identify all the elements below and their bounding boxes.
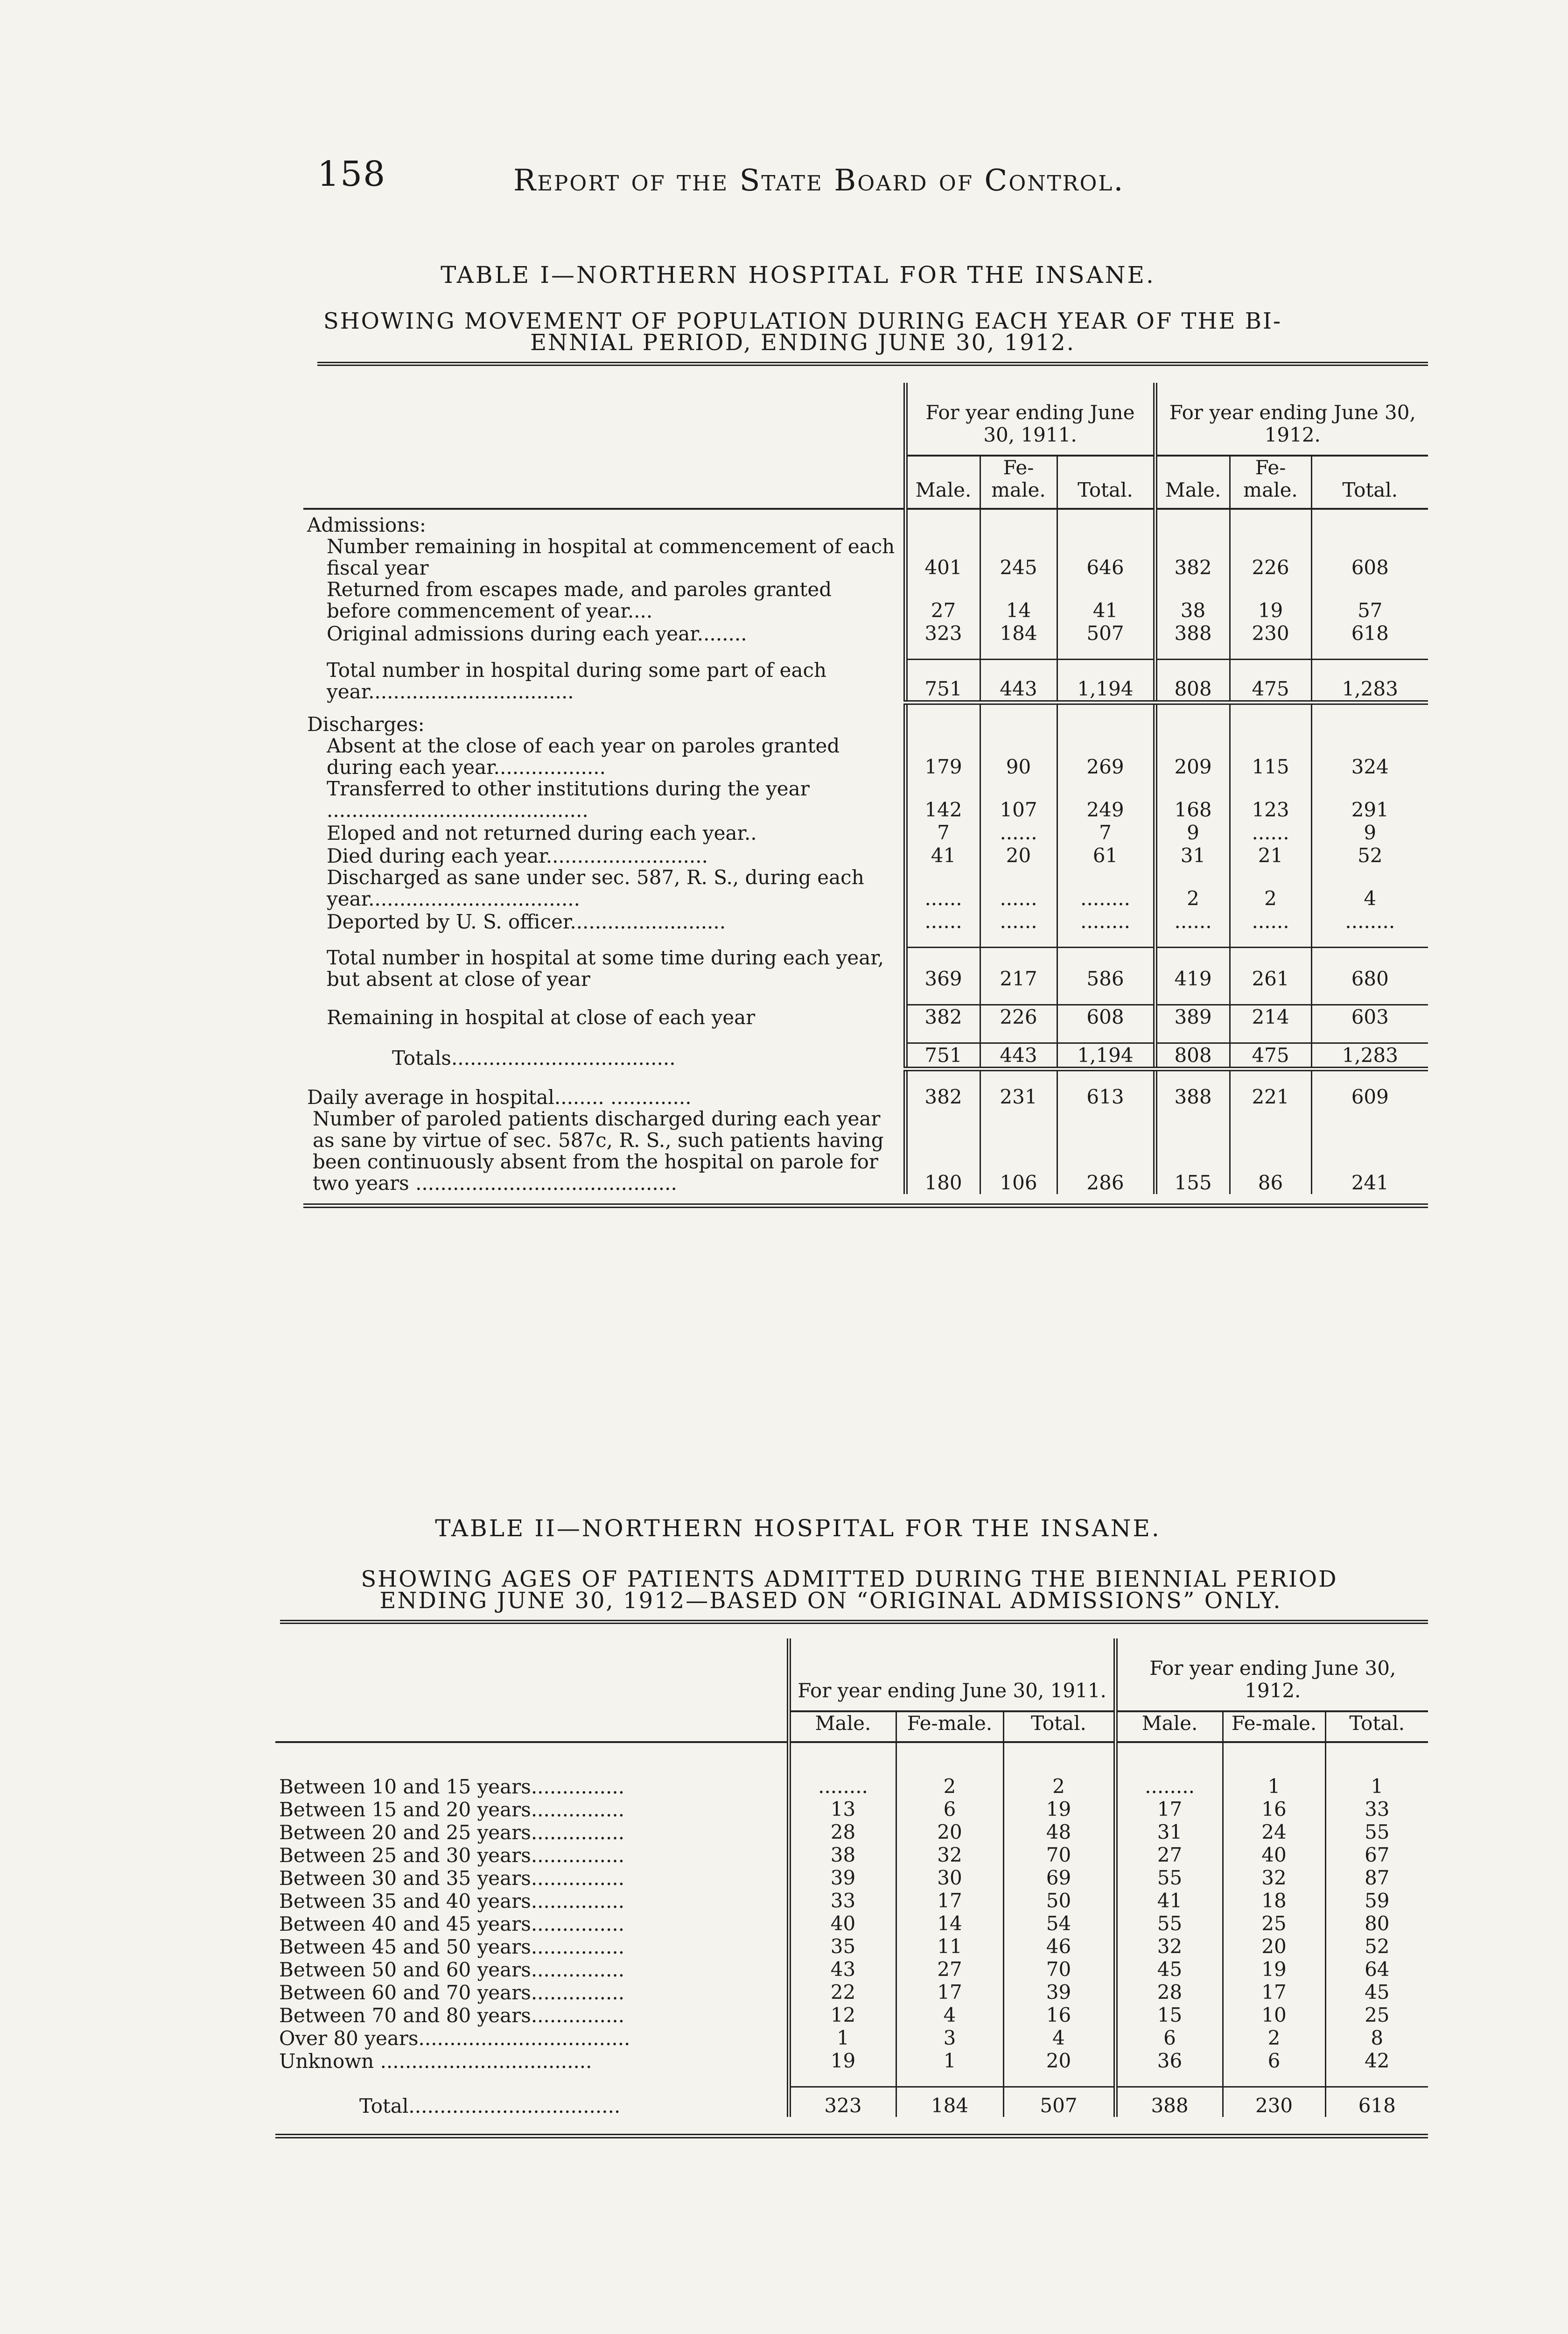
cell-total-1911: 50: [1003, 1889, 1115, 1912]
row-label: Between 15 and 20 years...............: [279, 1798, 625, 1821]
cell-male-1911: ......: [905, 867, 980, 910]
cell-female-1912: 1: [1223, 1775, 1325, 1798]
cell-female-1911: ......: [980, 867, 1057, 910]
cell-female-1912: 25: [1223, 1912, 1325, 1935]
cell-female-1911: 6: [896, 1798, 1003, 1821]
table2-col-total-1911: Total.: [1003, 1711, 1115, 1742]
cell-female-1911: 17: [896, 1981, 1003, 2004]
table2-group-1911: For year ending June 30, 1911.: [789, 1638, 1115, 1711]
table1-col-total-1911: Total.: [1057, 456, 1155, 509]
cell-total-1912: 291: [1311, 778, 1428, 821]
table1-title: TABLE I—NORTHERN HOSPITAL FOR THE INSANE.: [441, 261, 1155, 288]
table1-row: [303, 1108, 1428, 1194]
cell-total-1912: 4: [1311, 867, 1428, 910]
table2-top-rule: [280, 1620, 1428, 1624]
cell-total-1912: 324: [1311, 735, 1428, 778]
cell-total-1912: 55: [1325, 1821, 1428, 1843]
cell-total-1912: ........: [1311, 910, 1428, 933]
row-label: Between 20 and 25 years...............: [279, 1821, 625, 1844]
cell-total-1911: 507: [1057, 622, 1155, 645]
table1-row: [303, 778, 1428, 821]
table2-total-row: [275, 2087, 1428, 2117]
cell-female-1912: ......: [1230, 910, 1311, 933]
cell-female-1912: 2: [1223, 2026, 1325, 2049]
cell-female-1911: 14: [896, 1912, 1003, 1935]
cell-female-1912: 20: [1223, 1935, 1325, 1958]
cell-male-1912: 32: [1115, 1935, 1223, 1958]
cell-female-1911: 184: [980, 622, 1057, 645]
row-label: Original admissions during each year........: [327, 622, 747, 645]
cell-male-1912: 419: [1155, 947, 1230, 990]
cell-total-1912: 67: [1325, 1843, 1428, 1866]
cell-total-1912: 64: [1325, 1958, 1428, 1981]
row-label: Between 70 and 80 years...............: [279, 2004, 625, 2027]
cell-total-1911: 608: [1057, 1005, 1155, 1029]
row-label: Remaining in hospital at close of each year: [327, 1006, 756, 1029]
cell-total-1911: 1,194: [1057, 1043, 1155, 1069]
cell-female-1912: 19: [1230, 579, 1311, 622]
cell-total-1911: 70: [1003, 1843, 1115, 1866]
cell-total-1911: 2: [1003, 1775, 1115, 1798]
row-label: Between 30 and 35 years...............: [279, 1867, 625, 1890]
row-label: Unknown ..................................: [279, 2050, 592, 2073]
cell-male-1911: 41: [905, 844, 980, 867]
row-label: Between 10 and 15 years...............: [279, 1775, 625, 1798]
table2-row: [275, 1958, 1428, 1981]
table1-col-female-1912: Fe-male.: [1230, 456, 1311, 509]
cell-male-1912: 388: [1155, 1085, 1230, 1108]
cell-female-1911: 11: [896, 1935, 1003, 1958]
table2-col-female-1912: Fe-male.: [1223, 1711, 1325, 1742]
cell-male-1912: 55: [1115, 1912, 1223, 1935]
cell-female-1911: 106: [980, 1108, 1057, 1194]
cell-male-1911: 40: [789, 1912, 896, 1935]
cell-male-1912: 15: [1115, 2004, 1223, 2026]
cell-female-1911: ......: [980, 821, 1057, 844]
cell-female-1911: 14: [980, 579, 1057, 622]
cell-male-1911: 382: [905, 1085, 980, 1108]
row-label: Discharged as sane under sec. 587, R. S., during each year..................................: [327, 865, 864, 910]
cell-male-1911: 19: [789, 2049, 896, 2072]
cell-male-1911: 382: [905, 1005, 980, 1029]
table1-col-female-1911: Fe-male.: [980, 456, 1057, 509]
cell-male-1912: 9: [1155, 821, 1230, 844]
cell-male-1912: ......: [1155, 910, 1230, 933]
table1-section-row: [303, 509, 1428, 536]
cell-female-1911: 32: [896, 1843, 1003, 1866]
cell-total-1911: ........: [1057, 867, 1155, 910]
table2: [275, 1638, 1428, 2138]
cell-female-1911: 245: [980, 536, 1057, 579]
running-title: Report of the State Board of Control.: [513, 163, 1125, 198]
table2-row: [275, 1798, 1428, 1821]
cell-total-1911: 586: [1057, 947, 1155, 990]
cell-male-1912: 27: [1115, 1843, 1223, 1866]
cell-female-1911: 2: [896, 1775, 1003, 1798]
table1-row: [303, 622, 1428, 645]
cell-total-1912: 241: [1311, 1108, 1428, 1194]
cell-male-1912: 388: [1115, 2087, 1223, 2117]
table1-row: [303, 735, 1428, 778]
table1-top-rule: [317, 362, 1428, 366]
cell-total-1912: 9: [1311, 821, 1428, 844]
table2-row: [275, 1866, 1428, 1889]
cell-total-1912: 42: [1325, 2049, 1428, 2072]
table1-totals-row: [303, 1043, 1428, 1069]
table2-row: [275, 1935, 1428, 1958]
cell-total-1911: 48: [1003, 1821, 1115, 1843]
cell-total-1912: 680: [1311, 947, 1428, 990]
cell-male-1911: 43: [789, 1958, 896, 1981]
cell-total-1912: 45: [1325, 1981, 1428, 2004]
cell-total-1911: 646: [1057, 536, 1155, 579]
table2-row: [275, 1889, 1428, 1912]
row-label: Number of paroled patients discharged during each year as sane by virtue of sec. 587c, R. S., such patients having been continuously absent from the hospital on parole for two years ..........................................: [313, 1107, 884, 1195]
cell-male-1911: 751: [905, 660, 980, 703]
table1-row: [303, 536, 1428, 579]
cell-male-1911: 142: [905, 778, 980, 821]
cell-female-1911: 184: [896, 2087, 1003, 2117]
cell-male-1911: 323: [905, 622, 980, 645]
cell-male-1912: 55: [1115, 1866, 1223, 1889]
cell-total-1912: 52: [1311, 844, 1428, 867]
cell-female-1911: ......: [980, 910, 1057, 933]
cell-female-1912: 226: [1230, 536, 1311, 579]
cell-male-1912: 28: [1115, 1981, 1223, 2004]
cell-female-1912: 24: [1223, 1821, 1325, 1843]
table1-group-header-row: [303, 383, 1428, 456]
cell-female-1912: 230: [1230, 622, 1311, 645]
row-label: Number remaining in hospital at commencement of each fiscal year: [327, 535, 895, 579]
table2-row: [275, 1981, 1428, 2004]
cell-female-1912: 2: [1230, 867, 1311, 910]
admissions-heading: Admissions:: [307, 513, 427, 536]
cell-total-1912: 59: [1325, 1889, 1428, 1912]
cell-male-1911: 22: [789, 1981, 896, 2004]
cell-total-1912: 1,283: [1311, 660, 1428, 703]
cell-male-1911: ........: [789, 1775, 896, 1798]
page-header: [299, 140, 1297, 205]
table2-row: [275, 2026, 1428, 2049]
cell-female-1912: 214: [1230, 1005, 1311, 1029]
table2-row: [275, 2049, 1428, 2072]
cell-male-1911: 38: [789, 1843, 896, 1866]
cell-total-1911: 20: [1003, 2049, 1115, 2072]
cell-female-1912: 123: [1230, 778, 1311, 821]
row-label: Totals....................................: [392, 1047, 676, 1069]
cell-male-1912: 389: [1155, 1005, 1230, 1029]
cell-male-1912: 808: [1155, 1043, 1230, 1069]
cell-total-1912: 608: [1311, 536, 1428, 579]
cell-female-1911: 20: [896, 1821, 1003, 1843]
cell-total-1912: 80: [1325, 1912, 1428, 1935]
cell-male-1911: 28: [789, 1821, 896, 1843]
table1-row: [303, 821, 1428, 844]
cell-female-1911: 1: [896, 2049, 1003, 2072]
cell-male-1912: ........: [1115, 1775, 1223, 1798]
row-label: Eloped and not returned during each year..: [327, 821, 757, 844]
cell-female-1911: 231: [980, 1085, 1057, 1108]
table2-row: [275, 1821, 1428, 1843]
table2-col-male-1912: Male.: [1115, 1711, 1223, 1742]
cell-female-1912: 86: [1230, 1108, 1311, 1194]
row-label: Total..................................: [359, 2095, 621, 2117]
cell-female-1912: 21: [1230, 844, 1311, 867]
cell-total-1911: 39: [1003, 1981, 1115, 2004]
cell-female-1911: 443: [980, 1043, 1057, 1069]
cell-male-1912: 31: [1115, 1821, 1223, 1843]
cell-male-1912: 168: [1155, 778, 1230, 821]
cell-female-1912: ......: [1230, 821, 1311, 844]
cell-total-1912: 33: [1325, 1798, 1428, 1821]
cell-total-1911: ........: [1057, 910, 1155, 933]
cell-male-1912: 382: [1155, 536, 1230, 579]
row-label: Between 35 and 40 years...............: [279, 1890, 625, 1912]
cell-total-1912: 25: [1325, 2004, 1428, 2026]
cell-total-1911: 41: [1057, 579, 1155, 622]
cell-total-1912: 52: [1325, 1935, 1428, 1958]
table2-row: [275, 1775, 1428, 1798]
table1-row: [303, 910, 1428, 933]
row-label: Transferred to other institutions during the year ..........................................: [327, 777, 810, 822]
cell-male-1911: 323: [789, 2087, 896, 2117]
cell-total-1911: 507: [1003, 2087, 1115, 2117]
cell-female-1911: 3: [896, 2026, 1003, 2049]
cell-female-1912: 32: [1223, 1866, 1325, 1889]
cell-total-1911: 70: [1003, 1958, 1115, 1981]
cell-total-1911: 61: [1057, 844, 1155, 867]
table1-row: [303, 1005, 1428, 1029]
cell-total-1912: 1: [1325, 1775, 1428, 1798]
cell-female-1912: 475: [1230, 1043, 1311, 1069]
cell-female-1912: 230: [1223, 2087, 1325, 2117]
cell-total-1911: 16: [1003, 2004, 1115, 2026]
cell-male-1912: 388: [1155, 622, 1230, 645]
row-label: Between 25 and 30 years...............: [279, 1844, 625, 1867]
cell-total-1911: 46: [1003, 1935, 1115, 1958]
cell-female-1912: 40: [1223, 1843, 1325, 1866]
discharges-heading: Discharges:: [307, 712, 425, 736]
cell-female-1912: 475: [1230, 660, 1311, 703]
cell-total-1911: 286: [1057, 1108, 1155, 1194]
table1-row: [303, 579, 1428, 622]
table2-col-female-1911: Fe-male.: [896, 1711, 1003, 1742]
table2-col-male-1911: Male.: [789, 1711, 896, 1742]
cell-male-1911: 13: [789, 1798, 896, 1821]
cell-total-1911: 4: [1003, 2026, 1115, 2049]
cell-female-1912: 17: [1223, 1981, 1325, 2004]
cell-female-1911: 4: [896, 2004, 1003, 2026]
cell-total-1911: 249: [1057, 778, 1155, 821]
table1-row: [303, 947, 1428, 990]
cell-male-1912: 155: [1155, 1108, 1230, 1194]
row-label: Between 45 and 50 years...............: [279, 1935, 625, 1958]
table1-col-male-1911: Male.: [905, 456, 980, 509]
cell-total-1912: 603: [1311, 1005, 1428, 1029]
cell-male-1912: 36: [1115, 2049, 1223, 2072]
table1-group-1912: For year ending June 30, 1912.: [1155, 383, 1428, 456]
cell-male-1912: 808: [1155, 660, 1230, 703]
cell-total-1911: 7: [1057, 821, 1155, 844]
cell-male-1912: 31: [1155, 844, 1230, 867]
row-label: Between 50 and 60 years...............: [279, 1958, 625, 1981]
cell-female-1911: 30: [896, 1866, 1003, 1889]
cell-total-1911: 54: [1003, 1912, 1115, 1935]
table2-group-1912: For year ending June 30, 1912.: [1115, 1638, 1428, 1711]
cell-total-1912: 87: [1325, 1866, 1428, 1889]
cell-female-1911: 27: [896, 1958, 1003, 1981]
table2-row: [275, 1843, 1428, 1866]
row-label: Returned from escapes made, and paroles granted before commencement of year....: [327, 578, 832, 622]
cell-total-1912: 618: [1325, 2087, 1428, 2117]
row-label: Over 80 years..................................: [279, 2027, 630, 2050]
cell-male-1912: 209: [1155, 735, 1230, 778]
cell-female-1912: 16: [1223, 1798, 1325, 1821]
cell-female-1912: 221: [1230, 1085, 1311, 1108]
cell-male-1911: 401: [905, 536, 980, 579]
table2-group-header-row: [275, 1638, 1428, 1711]
table2-title: TABLE II—NORTHERN HOSPITAL FOR THE INSANE.: [435, 1515, 1161, 1542]
cell-male-1912: 41: [1115, 1889, 1223, 1912]
cell-total-1912: 618: [1311, 622, 1428, 645]
cell-total-1911: 613: [1057, 1085, 1155, 1108]
cell-male-1911: 180: [905, 1108, 980, 1194]
cell-female-1912: 19: [1223, 1958, 1325, 1981]
cell-male-1912: 17: [1115, 1798, 1223, 1821]
table1-row: [303, 867, 1428, 910]
table1-section-row: [303, 703, 1428, 735]
row-label: Between 40 and 45 years...............: [279, 1912, 625, 1935]
row-label: Daily average in hospital........ .............: [307, 1086, 692, 1109]
cell-female-1912: 10: [1223, 2004, 1325, 2026]
table2-col-total-1912: Total.: [1325, 1711, 1428, 1742]
table1-row: [303, 660, 1428, 703]
row-label: Between 60 and 70 years...............: [279, 1981, 625, 2004]
cell-male-1911: 179: [905, 735, 980, 778]
table1: [303, 383, 1428, 1208]
table1-row: [303, 844, 1428, 867]
cell-female-1911: 226: [980, 1005, 1057, 1029]
cell-female-1911: 20: [980, 844, 1057, 867]
cell-female-1912: 18: [1223, 1889, 1325, 1912]
table2-subtitle-line1: SHOWING AGES OF PATIENTS ADMITTED DURING THE BIENNIAL PERIOD: [361, 1566, 1338, 1592]
row-label: Total number in hospital during some part of each year.................................: [327, 658, 827, 703]
cell-male-1911: 12: [789, 2004, 896, 2026]
cell-female-1911: 443: [980, 660, 1057, 703]
table1-stub-head: [303, 383, 905, 509]
table2-row: [275, 2004, 1428, 2026]
table2-stub-head: [275, 1638, 789, 1742]
cell-total-1911: 269: [1057, 735, 1155, 778]
cell-male-1912: 45: [1115, 1958, 1223, 1981]
cell-male-1912: 38: [1155, 579, 1230, 622]
row-label: Total number in hospital at some time during each year, but absent at close of year: [327, 946, 884, 991]
table1-group-1911: For year ending June 30, 1911.: [905, 383, 1155, 456]
table1-subtitle-line1: SHOWING MOVEMENT OF POPULATION DURING EACH YEAR OF THE BI-: [323, 308, 1282, 334]
cell-female-1911: 217: [980, 947, 1057, 990]
cell-total-1911: 19: [1003, 1798, 1115, 1821]
cell-total-1911: 1,194: [1057, 660, 1155, 703]
cell-total-1912: 609: [1311, 1085, 1428, 1108]
cell-male-1911: 751: [905, 1043, 980, 1069]
table1-subtitle-line2: ENNIAL PERIOD, ENDING JUNE 30, 1912.: [530, 330, 1075, 356]
cell-total-1911: 69: [1003, 1866, 1115, 1889]
cell-total-1912: 8: [1325, 2026, 1428, 2049]
table1-col-total-1912: Total.: [1311, 456, 1428, 509]
cell-male-1911: ......: [905, 910, 980, 933]
cell-male-1911: 39: [789, 1866, 896, 1889]
cell-total-1912: 1,283: [1311, 1043, 1428, 1069]
table1-row: [303, 1085, 1428, 1108]
cell-male-1912: 2: [1155, 867, 1230, 910]
cell-female-1912: 261: [1230, 947, 1311, 990]
cell-female-1912: 115: [1230, 735, 1311, 778]
table1-col-male-1912: Male.: [1155, 456, 1230, 509]
cell-female-1912: 6: [1223, 2049, 1325, 2072]
cell-total-1912: 57: [1311, 579, 1428, 622]
cell-female-1911: 17: [896, 1889, 1003, 1912]
cell-male-1911: 7: [905, 821, 980, 844]
cell-female-1911: 90: [980, 735, 1057, 778]
row-label: Died during each year..........................: [327, 844, 708, 867]
table2-row: [275, 1912, 1428, 1935]
cell-female-1911: 107: [980, 778, 1057, 821]
cell-male-1911: 369: [905, 947, 980, 990]
cell-male-1912: 6: [1115, 2026, 1223, 2049]
table2-subtitle-line2: ENDING JUNE 30, 1912—BASED ON “ORIGINAL ADMISSIONS” ONLY.: [379, 1588, 1282, 1614]
row-label: Absent at the close of each year on paroles granted during each year..................: [327, 734, 840, 779]
cell-male-1911: 33: [789, 1889, 896, 1912]
cell-male-1911: 35: [789, 1935, 896, 1958]
cell-male-1911: 1: [789, 2026, 896, 2049]
row-label: Deported by U. S. officer.........................: [327, 910, 726, 933]
cell-male-1911: 27: [905, 579, 980, 622]
page-number: 158: [317, 154, 386, 194]
